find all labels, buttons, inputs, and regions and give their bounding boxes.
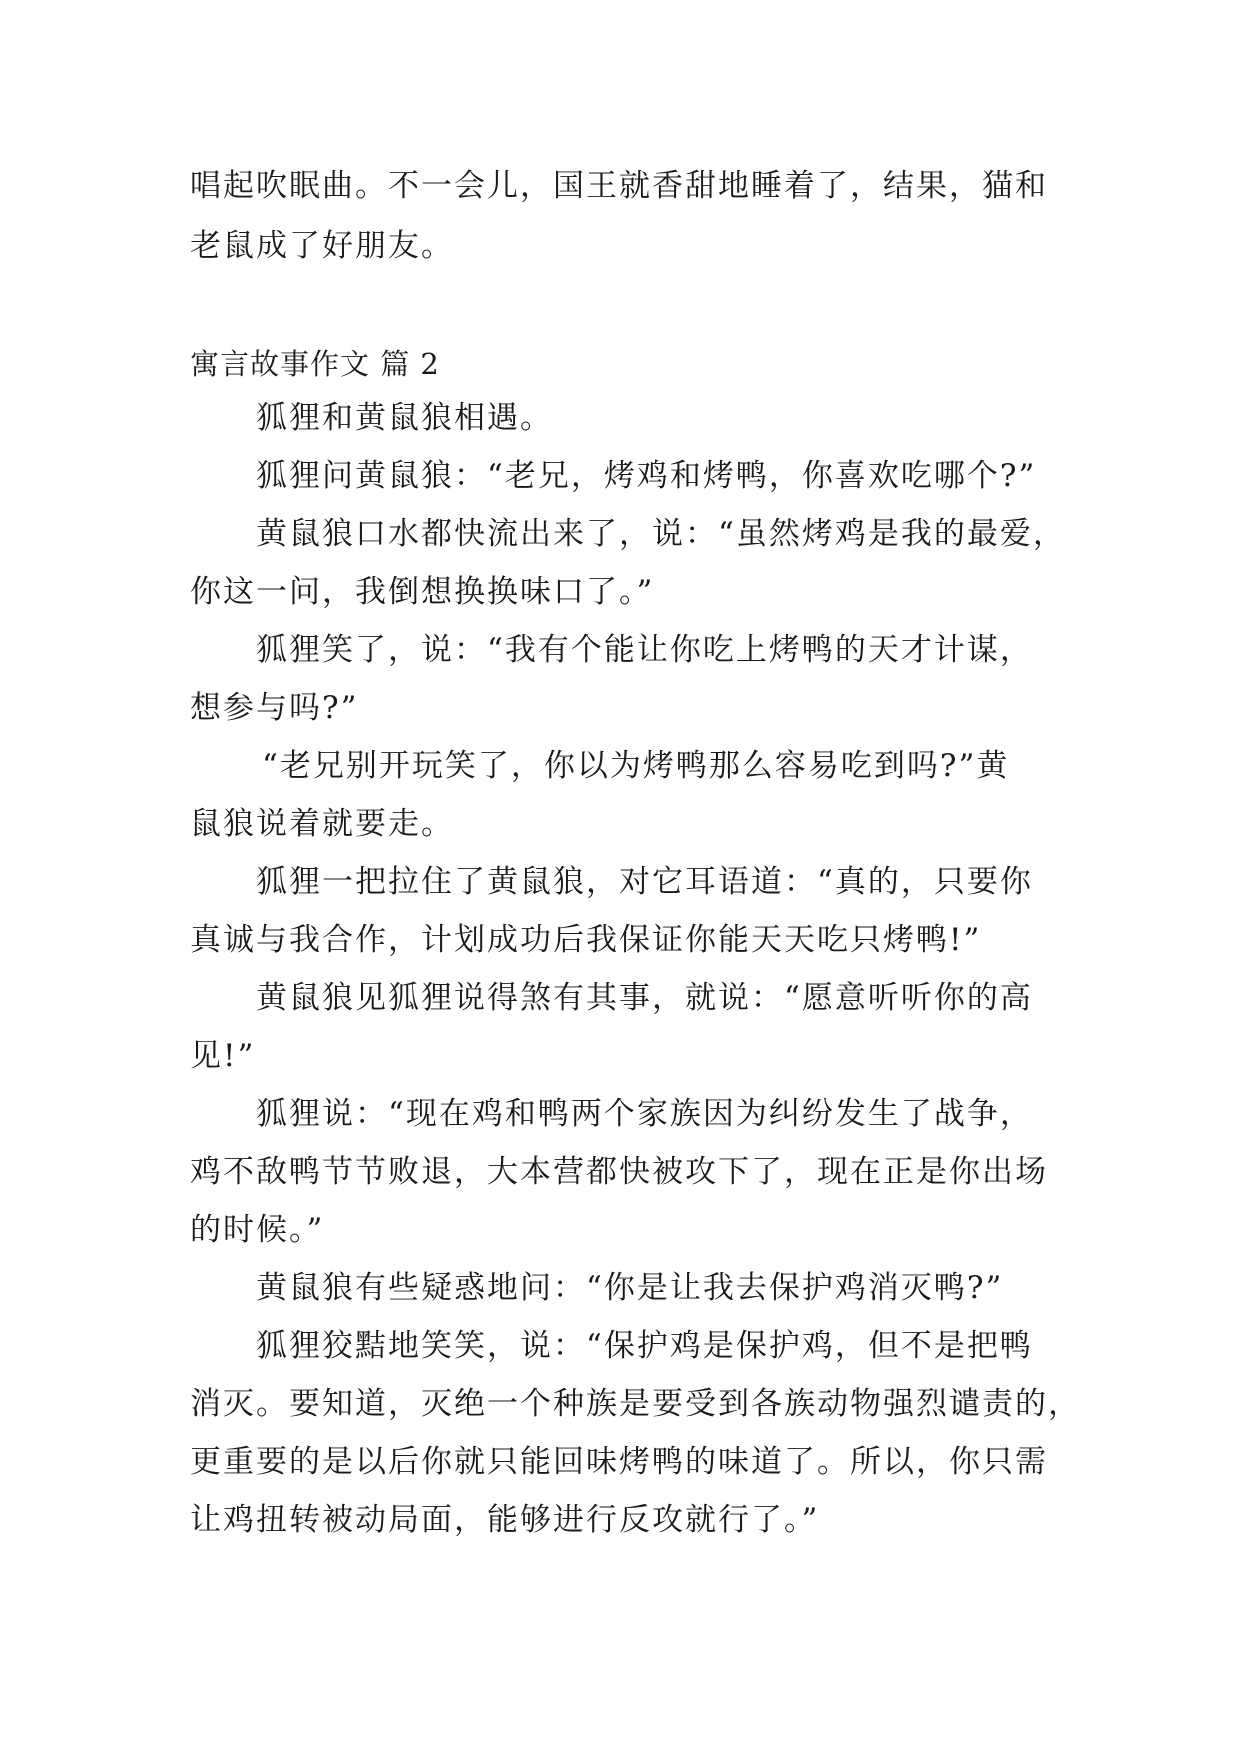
paragraph-line-16: 黄鼠狼有些疑惑地问：“你是让我去保护鸡消灭鸭?” <box>256 1270 1004 1306</box>
paragraph-line-12: 见!” <box>190 1038 256 1074</box>
paragraph-line-20: 让鸡扭转被动局面，能够进行反攻就行了。” <box>190 1502 820 1538</box>
paragraph-line-19: 更重要的是以后你就只能回味烤鸭的味道了。所以，你只需 <box>190 1444 1048 1480</box>
intro-line-1: 唱起吹眠曲。不一会儿，国王就香甜地睡着了，结果，猫和 <box>190 168 1048 204</box>
paragraph-line-5: 狐狸笑了，说：“我有个能让你吃上烤鸭的天才计谋， <box>256 632 1033 668</box>
paragraph-line-18: 消灭。要知道，灭绝一个种族是要受到各族动物强烈谴责的， <box>190 1386 1081 1422</box>
paragraph-line-10: 真诚与我合作，计划成功后我保证你能天天吃只烤鸭!” <box>190 922 982 958</box>
paragraph-line-6: 想参与吗?” <box>190 690 359 726</box>
paragraph-line-1: 狐狸和黄鼠狼相遇。 <box>256 400 553 436</box>
paragraph-line-11: 黄鼠狼见狐狸说得煞有其事，就说：“愿意听听你的高 <box>256 980 1033 1016</box>
paragraph-line-8: 鼠狼说着就要走。 <box>190 806 454 842</box>
paragraph-line-9: 狐狸一把拉住了黄鼠狼，对它耳语道：“真的，只要你 <box>256 864 1033 900</box>
paragraph-line-7: “老兄别开玩笑了，你以为烤鸭那么容易吃到吗?”黄 <box>262 748 1010 784</box>
intro-line-2: 老鼠成了好朋友。 <box>190 228 454 264</box>
paragraph-line-14: 鸡不敌鸭节节败退，大本营都快被攻下了，现在正是你出场 <box>190 1154 1048 1190</box>
paragraph-line-15: 的时候。” <box>190 1212 325 1248</box>
paragraph-line-3: 黄鼠狼口水都快流出来了，说：“虽然烤鸡是我的最爱， <box>256 516 1066 552</box>
section-heading: 寓言故事作文 篇 2 <box>190 347 440 381</box>
paragraph-line-2: 狐狸问黄鼠狼：“老兄，烤鸡和烤鸭，你喜欢吃哪个?” <box>256 458 1037 494</box>
paragraph-line-13: 狐狸说：“现在鸡和鸭两个家族因为纠纷发生了战争， <box>256 1096 1033 1132</box>
paragraph-line-4: 你这一问，我倒想换换味口了。” <box>190 574 655 610</box>
paragraph-line-17: 狐狸狡黠地笑笑，说：“保护鸡是保护鸡，但不是把鸭 <box>256 1328 1033 1364</box>
